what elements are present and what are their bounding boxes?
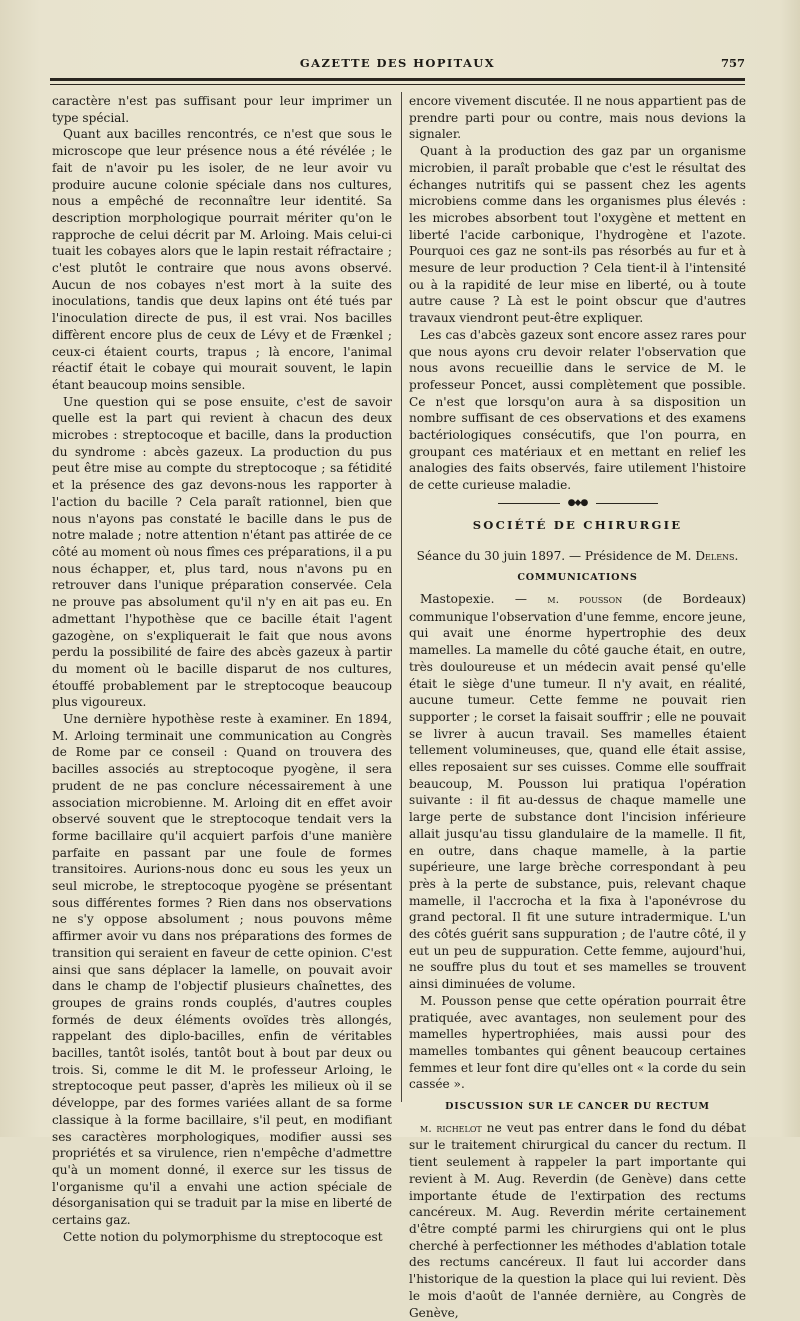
subheading-communications: COMMUNICATIONS	[517, 572, 638, 584]
page-header	[50, 56, 745, 74]
section-ornament	[498, 499, 658, 509]
journal-title: GAZETTE DES HOPITAUX	[299, 56, 496, 70]
paragraph: M. Pousson pense que cette opération pourrait être pratiquée, avec avantages, non seulement pour des mamelles hypertrophiées, mais aussi pour des mamelles tombantes qui gênent beaucoup certaines femmes et leur font dire qu'elles ont « la corde du sein cassée ».	[409, 993, 746, 1092]
author-name: m. pousson	[547, 592, 623, 606]
column-divider	[401, 92, 402, 1102]
paragraph: Quant à la production des gaz par un organisme microbien, il paraît probable que c'est le résultat des échanges nutritifs qui se passent chez les agents microbiens comme dans les organismes plus élevés : les microbes absorbent tout l'oxygène et mettent en liberté l'acide carbonique, l'hydrogène et l'azote. Pourquoi ces gaz ne sont-ils pas résorbés au fur et à mesure de leur production ? Cela tient-il à l'intensité ou à la rapidité de leur mise en liberté, ou à toute autre cause ? Là est le point obscur que d'autres travaux viendront peut-être expliquer.	[409, 144, 746, 326]
article-body: ne veut pas entrer dans le fond du débat sur le traitement chirurgical du cancer du rectum. Il tient seulement à rappeler la part importante qui revient à M. Aug. Reverdin (de Genève) dans cette importante étude de l'extirpation des rectums cancéreux. M. Aug. Reverdin mérite certainement d'être compté parmi les chirurgiens qui ont le plus cherché à perfectionner les méthodes d'ablation totale des rectums cancéreux. Il faut lui accorder dans l'historique de la question la place qui lui revient. Dès le mois d'août de l'année dernière, au Congrès de Genève,	[409, 1120, 746, 1320]
paragraph: Une question qui se pose ensuite, c'est de savoir quelle est la part qui revient à chacun des deux microbes : streptocoque et bacille, dans la production du syndrome : abcès gazeux. La production du pus peut être mise au compte du streptocoque ; sa fétidité et la présence des gaz devons-nous les rapporter à l'action du bacille ? Cela paraît rationnel, bien que nous n'ayons pas constaté le bacille dans le pus de notre malade ; notre attention n'étant pas attirée de ce côté au moment où nous fîmes ces préparations, il a pu nous échapper, et, plus tard, nous n'avons pu en retrouver dans l'unique préparation conservée. Cela ne prouve pas absolument qu'il n'y en ait pas eu. En admettant l'hypothèse que ce bacille était l'agent gazogène, on s'expliquerait le fait que nous avons perdu la possibilité de faire des abcès gazeux à partir du moment où le bacille disparut de nos cultures, étouffé probablement par le streptocoque beaucoup plus vigoureux.	[52, 394, 392, 710]
paragraph-richelot	[409, 1120, 746, 1321]
session-text: Séance du 30 juin 1897. — Présidence de M.	[416, 548, 696, 563]
left-column	[52, 93, 392, 1246]
header-rule-thick	[50, 78, 745, 81]
paragraph: Cette notion du polymorphisme du streptocoque est	[63, 1229, 383, 1244]
article-lead: Mastopexie. —	[420, 591, 548, 606]
header-rule-thin	[50, 84, 745, 85]
subheading-discussion: DISCUSSION SUR LE CANCER DU RECTUM	[445, 1101, 710, 1113]
section-title: SOCIÉTÉ DE CHIRURGIE	[472, 517, 683, 532]
page-number: 757	[720, 56, 745, 70]
article-body: (de Bordeaux) communique l'observation d'une femme, encore jeune, qui avait une énorme hypertrophie des deux mamelles. La mamelle du côté gauche était, en outre, très douloureuse et un médecin avait pensé qu'elle était le siège d'une tumeur. Il n'y avait, en réalité, aucune tumeur. Cette femme ne pouvait rien supporter ; le corset la faisait souffrir ; elle ne pouvait se livrer à aucun travail. Ses mamelles étaient tellement volumineuses, que, quand elle était assise, elles reposaient sur ses cuisses. Comme elle souffrait beaucoup, M. Pousson lui pratiqua l'opération suivante : il fit au-dessus de chaque mamelle une large perte de substance dont l'incision inférieure allait jusqu'au tissu glandulaire de la mamelle. Il fit, en outre, dans chaque mamelle, à la partie supérieure, une large brèche correspondant à peu près à la perte de substance, puis, relevant chaque mamelle, il l'accrocha et la fixa à l'aponévrose du grand pectoral. Il fit une suture intradermique. L'un des côtés guérit sans suppuration ; de l'autre côté, il y eut un peu de suppuration. Cette femme, aujourd'hui, ne souffre plus du tout et ses mamelles se trouvent ainsi diminuées de volume.	[409, 591, 746, 992]
paragraph: Une dernière hypothèse reste à examiner. En 1894, M. Arloing terminait une communication au Congrès de Rome par ce conseil : Quand on trouvera des bacilles associés au streptocoque pyogène, il sera prudent de ne pas conclure nécessairement à une association microbienne. M. Arloing dit en effet avoir observé souvent que le streptocoque tendait vers la forme bacillaire qu'il acquiert parfois d'une manière parfaite en passant par une foule de formes transitoires. Aurions-nous donc eu sous les yeux un seul microbe, le streptocoque pyogène se présentant sous différentes formes ? Rien dans nos observations ne s'y oppose absolument ; nous pouvons même affirmer avoir vu dans nos préparations des formes de transition qui seraient en faveur de cette opinion. C'est ainsi que sans déplacer la lamelle, on pouvait avoir dans le champ de l'objectif plusieurs chaînettes, des groupes de grains ronds couplés, d'autres couples formés de deux éléments ovoïdes très allongés, rappelant des diplo-bacilles, enfin de véritables bacilles, tantôt isolés, tantôt bout à bout par deux ou trois. Si, comme le dit M. le professeur Arloing, le streptocoque peut passer, d'après les milieux où il se développe, par des formes variées allant de sa forme classique à la forme bacillaire, s'il peut, en modifiant ses caractères morphologiques, modifier aussi ses propriétés et sa virulence, rien n'empêche d'admettre qu'à un moment donné, il exerce sur les tissus de l'organisme qu'il a envahi une action spéciale de désorganisation qui se traduit par la mise en liberté de certains gaz.	[52, 712, 392, 1228]
paragraph: caractère n'est pas suffisant pour leur imprimer un type spécial.	[52, 94, 392, 125]
ornament-glyph: ●◆●	[567, 497, 588, 508]
author-name: m. richelot	[420, 1121, 482, 1135]
paragraph: encore vivement discutée. Il ne nous appartient pas de prendre parti pour ou contre, mais nous devions la signaler.	[409, 94, 746, 142]
session-line	[409, 548, 746, 565]
paragraph: Les cas d'abcès gazeux sont encore assez rares pour que nous ayons cru devoir relater l'observation que nous avons recueillie dans le service de M. le professeur Poncet, aussi complètement que possible. Ce n'est que lorsqu'on aura à sa disposition un nombre suffisant de ces observations et des examens bactériologiques consécutifs, que l'on pourra, en groupant ces matériaux et en mettant en relief les analogies des faits observés, faire utilement l'histoire de cette curieuse maladie.	[409, 327, 746, 493]
paragraph: Quant aux bacilles rencontrés, ce n'est que sous le microscope que leur présence nous a été révélée ; le fait de n'avoir pu les isoler, de ne leur avoir vu produire aucune colonie spéciale dans nos cultures, nous a empêché de reconnaître leur identité. Sa description morphologique pourrait mériter qu'on le rapproche de celui décrit par M. Arloing. Mais celui-ci tuait les cobayes alors que le lapin restait réfractaire ; c'est plutôt le contraire que nous avons observé. Aucun de nos cobayes n'est mort à la suite des inoculations, tandis que deux lapins ont été tués par l'inoculation directe de pus, il est vrai. Nos bacilles diffèrent encore plus de ceux de Lévy et de Frænkel ; ceux-ci étaient courts, trapus ; là encore, l'animal réactif était le cobaye qui mourait souvent, le lapin étant beaucoup moins sensible.	[52, 127, 392, 392]
paragraph-mastopexie	[409, 591, 746, 993]
session-president: Delens.	[695, 548, 739, 563]
